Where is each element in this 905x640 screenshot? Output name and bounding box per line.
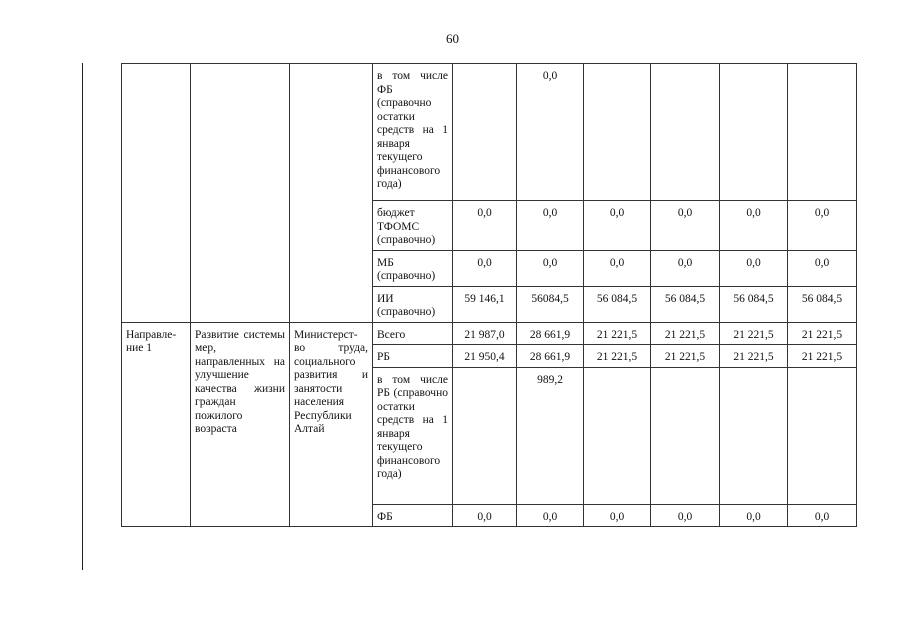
funding-source-cell: в том числе ФБ (справочно остатки средств на 1 января текущего финансового года) <box>373 64 453 201</box>
value-cell: 21 221,5 <box>720 345 788 368</box>
table-row <box>122 322 857 345</box>
value-cell: 0,0 <box>584 250 651 286</box>
value-cell: 56084,5 <box>517 286 584 322</box>
value-cell: 56 084,5 <box>720 286 788 322</box>
funding-source-cell: ФБ <box>373 504 453 527</box>
value-cell: 59 146,1 <box>453 286 517 322</box>
value-cell: 56 084,5 <box>788 286 857 322</box>
funding-source-cell: ИИ (справочно) <box>373 286 453 322</box>
value-cell <box>453 367 517 504</box>
value-cell: 56 084,5 <box>584 286 651 322</box>
left-border-line <box>82 63 83 570</box>
value-cell <box>788 367 857 504</box>
value-cell: 21 221,5 <box>584 322 651 345</box>
value-cell: 21 987,0 <box>453 322 517 345</box>
name-cell-empty <box>191 64 290 323</box>
value-cell: 56 084,5 <box>651 286 720 322</box>
value-cell: 0,0 <box>788 250 857 286</box>
value-cell <box>720 367 788 504</box>
value-cell: 0,0 <box>720 504 788 527</box>
value-cell: 989,2 <box>517 367 584 504</box>
value-cell: 21 221,5 <box>651 322 720 345</box>
page-number: 60 <box>446 31 459 46</box>
value-cell: 0,0 <box>651 201 720 251</box>
funding-source-cell: РБ <box>373 345 453 368</box>
value-cell: 28 661,9 <box>517 322 584 345</box>
value-cell <box>651 367 720 504</box>
value-cell: 0,0 <box>720 201 788 251</box>
value-cell: 0,0 <box>517 64 584 201</box>
value-cell: 0,0 <box>584 504 651 527</box>
funding-source-cell: Всего <box>373 322 453 345</box>
value-cell <box>788 64 857 201</box>
value-cell: 21 221,5 <box>720 322 788 345</box>
value-cell <box>584 367 651 504</box>
executor-cell: Министерст-во труда, социального развития и занятости населения Республики Алтай <box>290 322 373 527</box>
value-cell <box>651 64 720 201</box>
program-code-cell: Направле-ние 1 <box>122 322 191 527</box>
code-cell-empty <box>122 64 191 323</box>
value-cell: 0,0 <box>453 504 517 527</box>
value-cell: 21 221,5 <box>788 345 857 368</box>
value-cell <box>453 64 517 201</box>
value-cell: 0,0 <box>651 250 720 286</box>
program-name-cell: Развитие системы мер, направленных на улучшение качества жизни граждан пожилого возраста <box>191 322 290 527</box>
value-cell: 0,0 <box>788 504 857 527</box>
value-cell: 0,0 <box>453 250 517 286</box>
value-cell: 0,0 <box>453 201 517 251</box>
value-cell: 21 221,5 <box>651 345 720 368</box>
budget-table <box>121 63 857 527</box>
value-cell: 0,0 <box>517 250 584 286</box>
value-cell: 21 950,4 <box>453 345 517 368</box>
funding-source-cell: в том числе РБ (справочно остатки средств на 1 января текущего финансового года) <box>373 367 453 504</box>
value-cell: 21 221,5 <box>584 345 651 368</box>
table-row <box>122 64 857 201</box>
value-cell: 0,0 <box>517 504 584 527</box>
value-cell: 0,0 <box>720 250 788 286</box>
value-cell: 28 661,9 <box>517 345 584 368</box>
executor-cell-empty <box>290 64 373 323</box>
funding-source-cell: бюджет ТФОМС (справочно) <box>373 201 453 251</box>
value-cell <box>720 64 788 201</box>
value-cell <box>584 64 651 201</box>
value-cell: 0,0 <box>788 201 857 251</box>
value-cell: 0,0 <box>584 201 651 251</box>
value-cell: 21 221,5 <box>788 322 857 345</box>
value-cell: 0,0 <box>517 201 584 251</box>
value-cell: 0,0 <box>651 504 720 527</box>
funding-source-cell: МБ (справочно) <box>373 250 453 286</box>
